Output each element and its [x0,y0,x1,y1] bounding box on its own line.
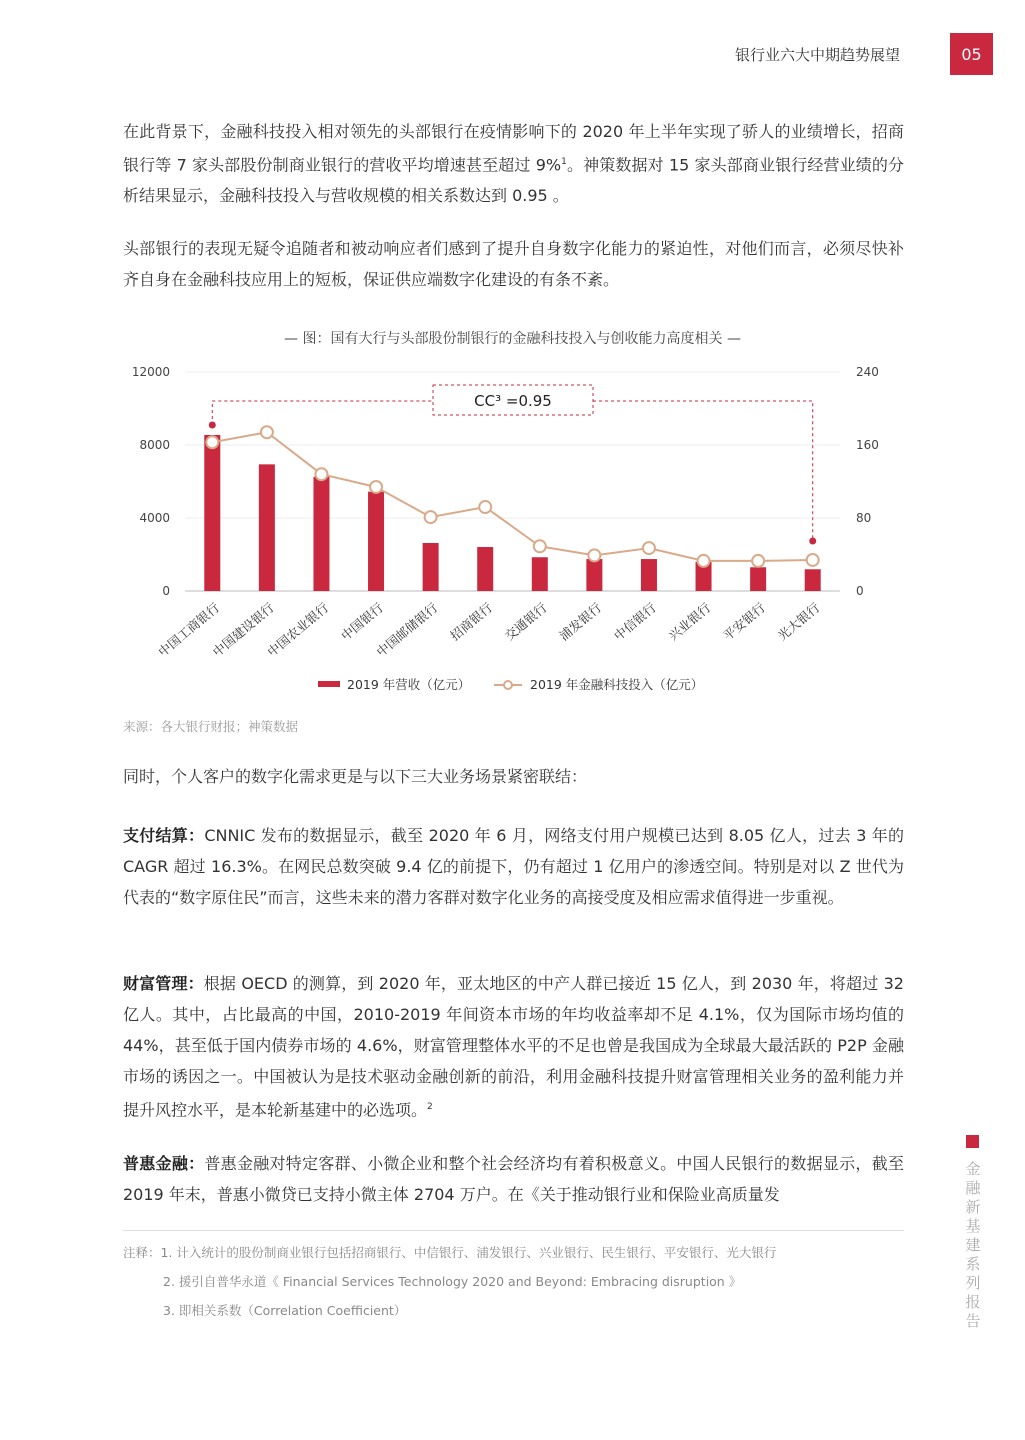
chart-title: — 图：国有大行与头部股份制银行的金融科技投入与创收能力高度相关 — [284,331,741,347]
payment-text: CNNIC 发布的数据显示，截至 2020 年 6 月，网络支付用户规模已达到 8.05 亿人，过去 3 年的 CAGR 超过 16.3%。在网民总数突破 9.4 亿的前提下，仍有超过 1 亿用户的渗透空间。特别是对以 Z 世代为代表的“数字原住民”而言，这些未来的潜力客群对数字化业务的高接受度及相应需求值得进一步重视。 [123,826,904,907]
paragraph-inclusive [123,1148,904,1210]
point-fintech [588,549,600,561]
y-tick-right: 80 [856,511,872,525]
wealth-text: 根据 OECD 的测算，到 2020 年，亚太地区的中产人群已接近 15 亿人，到 2030 年，将超过 32 亿人。其中，占比最高的中国，2010-2019 年间资本市场的年均收益率却不足 4.1%，仅为国际市场均值的 44%，甚至低于国内债券市场的 4.6%，财富管理整体水平的不足也曾是我国成为全球最大最活跃的 P2P 金融市场的诱因之一。中国被认为是技术驱动金融创新的前沿，利用金融科技提升财富管理相关业务的盈利能力并提升风控水平，是本轮新基建中的必选项。 [123,974,904,1120]
y-tick-right: 240 [856,365,879,379]
bar-revenue [641,559,657,591]
y-tick-left: 12000 [131,365,170,379]
annotation-dot [209,422,216,429]
legend-marker-icon [504,681,512,689]
y-tick-left: 8000 [139,438,170,452]
x-tick-label: 交通银行 [501,599,550,644]
x-tick-label: 中国建设银行 [209,599,277,660]
inclusive-text: 普惠金融对特定客群、小微企业和整个社会经济均有着积极意义。中国人民银行的数据显示，截至 2019 年末，普惠小微贷已支持小微主体 2704 万户。在《关于推动银行业和保险业高质量发 [123,1154,904,1204]
bar-revenue [586,559,602,591]
inclusive-lead: 普惠金融： [123,1154,205,1173]
x-tick-label: 中国工商银行 [155,599,223,660]
annotation-bracket [212,401,812,541]
point-fintech [206,436,218,448]
x-tick-label: 中国银行 [338,599,386,644]
bar-revenue [204,435,220,591]
x-tick-label: 兴业银行 [665,599,714,644]
footnote-ref-1: 1 [561,157,567,167]
side-series-title: 金融新基建系列报告 [965,1160,981,1330]
y-tick-right: 160 [856,438,879,452]
point-fintech [752,555,764,567]
point-fintech [534,540,546,552]
point-fintech [370,481,382,493]
header-title: 银行业六大中期趋势展望 [734,46,900,64]
bar-revenue [532,557,548,591]
annotation-dot [809,538,816,545]
point-fintech [479,501,491,513]
payment-lead: 支付结算： [123,826,205,845]
y-tick-right: 0 [856,584,864,598]
bar-revenue [259,464,275,591]
footnote-2: 2. 援引自普华永道《 Financial Services Technology 2020 and Beyond: Embracing disruption 》 [163,1274,742,1289]
side-marker-icon [966,1135,979,1148]
point-fintech [698,555,710,567]
bar-revenue [750,567,766,591]
paragraph-3: 同时，个人客户的数字化需求更是与以下三大业务场景紧密联结： [123,767,588,786]
paragraph-payment [123,820,904,913]
paragraph-1 [123,116,904,211]
footnote-3: 3. 即相关系数（Correlation Coefficient） [163,1303,407,1318]
x-tick-label: 中国农业银行 [264,599,332,660]
bar-revenue [805,569,821,591]
wealth-lead: 财富管理： [123,974,204,993]
paragraph-wealth [123,968,904,1125]
x-tick-label: 中国邮储银行 [373,599,441,660]
point-fintech [807,554,819,566]
legend-bar-icon [318,681,340,687]
footnote-divider [123,1230,904,1231]
chart [0,355,1025,705]
point-fintech [425,511,437,523]
point-fintech [261,426,273,438]
p1-text-a: 在此背景下，金融科技投入相对领先的头部银行在疫情影响下的 2020 年上半年实现了骄人的业绩增长，招商银行等 7 家头部股份制商业银行的营收平均增速甚至超过 9% [123,122,904,175]
legend-label: 2019 年金融科技投入（亿元） [530,677,704,692]
legend-label: 2019 年营收（亿元） [347,677,471,692]
point-fintech [643,542,655,554]
x-tick-label: 平安银行 [720,599,769,644]
page-number: 05 [950,33,993,75]
bar-revenue [313,477,329,591]
y-tick-left: 0 [162,584,170,598]
annotation-label: CC³ =0.95 [474,392,552,410]
point-fintech [315,468,327,480]
footnote-ref-2: 2 [427,1102,433,1112]
bar-revenue [423,543,439,591]
x-tick-label: 中信银行 [610,599,659,644]
footnote-1: 注释：1. 计入统计的股份制商业银行包括招商银行、中信银行、浦发银行、兴业银行、民生银行、平安银行、光大银行 [123,1245,777,1260]
line-fintech [212,432,812,561]
x-tick-label: 招商银行 [447,599,496,644]
x-tick-label: 光大银行 [774,599,823,644]
paragraph-2: 头部银行的表现无疑令追随者和被动响应者们感到了提升自身数字化能力的紧迫性，对他们而言，必须尽快补齐自身在金融科技应用上的短板，保证供应端数字化建设的有条不紊。 [123,239,904,289]
chart-source: 来源：各大银行财报；神策数据 [123,719,299,734]
y-tick-left: 4000 [139,511,170,525]
bar-revenue [368,492,384,591]
bar-revenue [477,547,493,591]
x-tick-label: 浦发银行 [556,599,605,644]
p1-text-b: 。神策数据对 15 家头部商业银行经营业绩的分析结果显示，金融科技投入与营收规模的相关系数达到 0.95 。 [123,155,904,206]
